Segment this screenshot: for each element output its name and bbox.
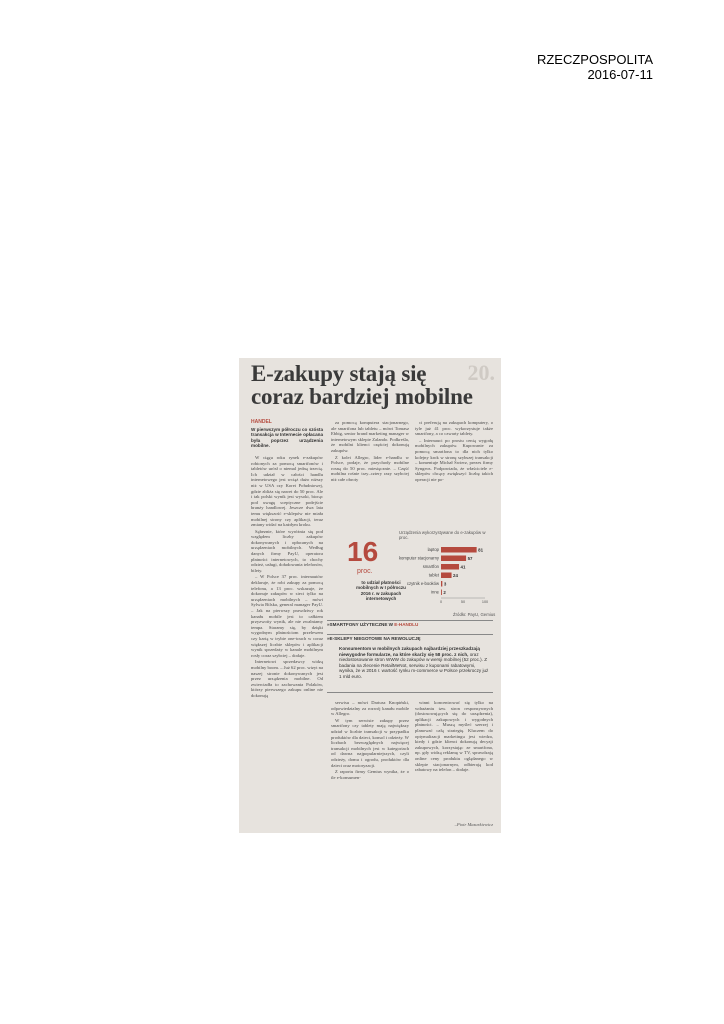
bar-label: komputer stacjonarny	[398, 555, 439, 561]
box-lead-rest: oraz niedostosowanie stron WWW do zakupów w wersji mobilnej (52 proc.). Z badania na zlecenie RetailMeNot, serwisu z kuponami rabatowymi, wynika, że w 2016 r. wartość rynku m-commerce w Polsce przekroczy już 1 mld euro.	[339, 651, 489, 679]
clipping-header	[537, 52, 653, 82]
device-usage-chart	[397, 544, 497, 612]
paragraph: W ciągu roku rynek e-zakupów robionych za pomocą smartfonów i tabletów urósł o niemal jedną trzecią. Ich udział w całości handlu internetowego jest wciąż dużo niższy niż w USA czy Korei Południowej, gdzie zbliża się nawet do 50 proc. Ale i tak polski wynik jest wysoki, biorąc pod uwagę sceptyczne podejście branży handlowej. Jeszcze dwa lata temu większość e-sklepów nie miała mobilnej strony czy aplikacji, teraz zmiany widać na każdym kroku.	[251, 454, 323, 528]
column-2	[331, 420, 409, 484]
bar-label: inne	[431, 589, 439, 595]
paragraph: Z kolei Allegro, lider e-handlu w Polsce, podaje, że przychody mobilne rosną do 50 proc. miesięcznie. – Część mobilna rośnie trzy–cztery razy szybciej niż całe obroty	[331, 454, 409, 482]
headline	[251, 362, 501, 408]
bar-value: 2	[443, 589, 446, 595]
author-signature: –Piotr Mazurkiewicz	[454, 822, 493, 827]
big-number: 16	[347, 536, 379, 567]
column-3	[415, 420, 493, 484]
publication-date: 2016-07-11	[587, 67, 653, 82]
bar-value: 57	[467, 555, 473, 561]
bar	[441, 581, 442, 587]
paragraph: W tym serwisie zakupy przez smartfony czy tablety mają największy udział w liczbie transakcji w przypadku produktów dla dzieci, konsol i odzieży. W liczbach bezwzględnych najwięcej transakcji mobilnych jest w kategoriach od dawna najpopularniejszych, czyli odzieży, domu i ogrodu, produktów dla dzieci oraz motoryzacji.	[331, 717, 409, 768]
section-heading-2: »E-SKLEPY NIEGOTOWE NA REWOLUCJĘ	[327, 636, 421, 641]
headline-line-1: E-zakupy stają się	[251, 361, 427, 386]
paragraph: Z raportu firmy Gemius wynika, że o ile e-konsumen-	[331, 769, 409, 780]
newspaper-clipping	[239, 358, 501, 833]
bar-value: 24	[453, 572, 458, 578]
paragraph: ci preferują na zakupach komputery, o tyle już 41 proc. wykorzystuje także smartfony, a co czwarty tablety.	[415, 420, 493, 437]
paragraph: serwisu – mówi Dariusz Knopiński, odpowiedzialny za rozwój kanału mobile w Allegro.	[331, 700, 409, 717]
paragraph: – Internauci po prostu cenią wygodę mobilnych zakupów. Kupowanie za pomocą smartfona to dla nich tylko kolejny krok w stronę szybszej transakcji – komentuje Michał Świerz, prezes firmy Syngeos. Podpowiada, że właściciele e-sklepów chcący zwiększyć liczbę takich operacji nie po-	[415, 437, 493, 482]
divider	[327, 692, 493, 693]
bar	[441, 556, 466, 562]
bar-value: 81	[478, 547, 484, 553]
bar-label: czytnik e-booków	[406, 581, 439, 586]
paragraph: Sąbeznie, które wyróżnia się pod względem liczby zakupów dokonywanych i opłacanych na urządzeniach mobilnych. Według danych firmy PayU, operatora płatności internetowych, to chochy odzież, usługi, doładowania telefonów, bilety.	[251, 528, 323, 573]
divider	[327, 634, 493, 635]
x-tick-label: 0	[439, 600, 443, 604]
bar	[441, 547, 477, 553]
bar-label: smartfon	[422, 564, 439, 569]
column-1	[251, 420, 323, 700]
column-5	[415, 700, 493, 774]
article-lead: W pierwszym półroczu co szósta transakcja w Internecie opłacana była poprzez urządzenia mobilne.	[251, 426, 323, 449]
bar-label: laptop	[427, 547, 439, 552]
x-tick-label: 100	[481, 600, 489, 604]
section-label: HANDEL	[251, 419, 272, 425]
box-lead	[339, 646, 489, 680]
bar-value: 41	[460, 564, 466, 570]
paragraph: winni koncentrować się tylko na wdrażaniu tzw. stron responsywnych (dostosowujących się do urządzenia), aplikacji zakupowych i wygodnych płatności. – Muszą myśleć szerzej i planować całą strategię. Kluczem do optymalizacji marketingu jest wiedza, kiedy i gdzie klienci dokonują decyzji zakupowych, korzystając ze smartfona, np. gdy widzą reklamę w TV, sprawdzają online ceny produktu oglądanego w sklepie stacjonarnym, odbierają kod rabatowy na telefon – dodaje.	[415, 700, 493, 773]
paragraph: za pomocą komputera stacjonarnego, ale smartfona lub tabletu – mówi Tomasz Ebbig, senior brand marketing manager w internetowym sklepie Zalando. Podkreśla, że mobilni klienci częściej dokonują zakupów.	[331, 420, 409, 453]
paragraph: Internetowi sprzedawcy widzą mobilny boom. – Już 62 proc. wizyt na naszej stronie dokonywanych jest przez urządzenia mobilne. Od zwierciadła to zachowania Polaków, którzy pierwszego zakupu online nie dokonują	[251, 659, 323, 698]
ghost-text: 20.	[467, 360, 495, 385]
bar	[441, 564, 459, 570]
paragraph: – W Polsce 37 proc. internautów deklaruje, że robi zakupy za pomocą telefonu, a 13 proc. wskazuje, że dokonuje zakupów w sieci tylko na urządzeniach mobilnych – mówi Sylwia Bilska, general manager PayU. – Jak na pierwszy prawdziwy rok kanału mobile jest to całkiem przyzwoity wynik, ale nie zwalniamy tempa. Staramy się, by dzięki wygodnym płatnościom przelewem czy kartą w trybie one-touch w coraz większej liczbie sklepów i aplikacji wynik sprzedaży w kanale mobilnym rosły coraz szybciej – dodaje.	[251, 574, 323, 658]
section-heading-text: »SMARTFONY UŻYTECZNE W	[327, 622, 394, 627]
bar	[441, 590, 442, 596]
big-number-unit: proc.	[357, 568, 373, 575]
chart-title: Urządzenia wykorzystywane do e-zakupów w proc.	[399, 530, 486, 540]
divider	[327, 620, 493, 621]
bar-label: tablet	[428, 572, 439, 578]
x-tick-label: 50	[460, 600, 466, 604]
column-4	[331, 700, 409, 781]
box-lead-bold: Konsumentom w mobilnych zakupach najbardziej przeszkadzają niewygodne formularze, na które skarży się 58 proc. z nich,	[339, 646, 480, 657]
source-name: RZECZPOSPOLITA	[536, 52, 653, 67]
section-heading-highlight: E-HANDLU	[394, 622, 419, 627]
chart-source: Źródło: PayU, Gemius	[453, 612, 496, 617]
section-heading	[327, 622, 418, 627]
bar-value: 3	[443, 581, 447, 587]
big-number-caption: to udział płatności mobilnych w I półroczu 2016 r. w zakupach internetowych	[356, 580, 406, 602]
bar	[441, 573, 452, 579]
headline-line-2: coraz bardziej mobilne	[251, 384, 473, 409]
